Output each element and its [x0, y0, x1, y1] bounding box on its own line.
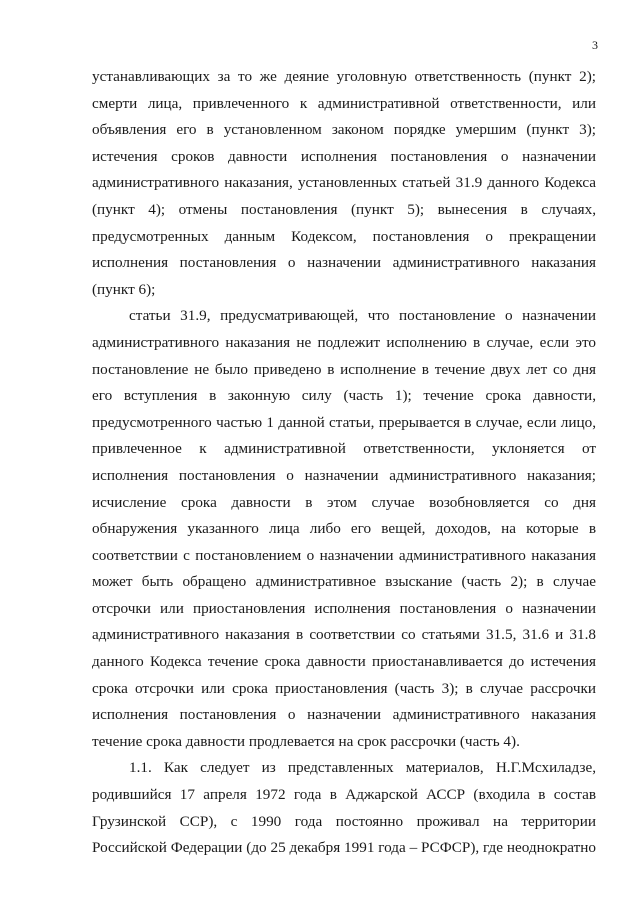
text-line: течение срока давности продлевается на срок рассрочки (часть 4).: [92, 732, 520, 750]
text-line: административного наказания, установленных статьей 31.9 данного Кодекса: [92, 174, 596, 192]
text-line: исполнения постановления о назначении административного наказания;: [92, 466, 596, 484]
text-line: срока отсрочки или срока приостановления (часть 3); в случае рассрочки: [92, 679, 596, 697]
document-text-body: [92, 64, 596, 862]
text-line: (пункт 4); отмены постановления (пункт 5); вынесения в случаях,: [92, 200, 596, 218]
text-line: исчисление срока давности в этом случае возобновляется со дня: [92, 493, 596, 511]
text-line: предусмотренных данным Кодексом, постановления о прекращении: [92, 227, 596, 245]
text-line: статьи 31.9, предусматривающей, что постановление о назначении: [129, 307, 596, 325]
text-line: привлеченное к административной ответственности, уклоняется от: [92, 440, 596, 458]
text-line: соответствии с постановлением о назначении административного наказания: [92, 546, 596, 564]
text-line: исполнения постановления о назначении административного наказания: [92, 706, 596, 724]
text-line: его вступления в законную силу (часть 1); течение срока давности,: [92, 387, 596, 405]
text-line: 1.1. Как следует из представленных материалов, Н.Г.Мсхиладзе,: [129, 759, 596, 777]
text-line: предусмотренного частью 1 данной статьи, прерывается в случае, если лицо,: [92, 413, 596, 431]
text-line: смерти лица, привлеченного к административной ответственности, или: [92, 94, 596, 112]
text-line: устанавливающих за то же деяние уголовную ответственность (пункт 2);: [92, 68, 596, 85]
text-line: постановление не было приведено в исполнение в течение двух лет со дня: [92, 360, 596, 378]
text-line: Российской Федерации (до 25 декабря 1991 года – РСФСР), где неоднократно: [92, 839, 596, 857]
text-line: истечения сроков давности исполнения постановления о назначении: [92, 147, 596, 165]
text-line: Грузинской ССР), с 1990 года постоянно проживал на территории: [92, 812, 596, 830]
text-line: объявления его в установленном законом порядке умершим (пункт 3);: [92, 121, 596, 139]
text-line: обнаружения указанного лица либо его вещей, доходов, на которые в: [92, 520, 596, 538]
text-line: (пункт 6);: [92, 280, 156, 298]
text-line: исполнения постановления о назначении административного наказания: [92, 254, 596, 272]
text-line: административного наказания в соответствии со статьями 31.5, 31.6 и 31.8: [92, 626, 596, 644]
text-line: данного Кодекса течение срока давности приостанавливается до истечения: [92, 653, 596, 671]
text-line: административного наказания не подлежит исполнению в случае, если это: [92, 333, 596, 351]
text-line: родившийся 17 апреля 1972 года в Аджарской АССР (входила в состав: [92, 786, 596, 804]
text-line: отсрочки или приостановления исполнения постановления о назначении: [92, 599, 596, 617]
text-line: может быть обращено административное взыскание (часть 2); в случае: [92, 573, 596, 591]
page-number: 3: [592, 38, 598, 52]
